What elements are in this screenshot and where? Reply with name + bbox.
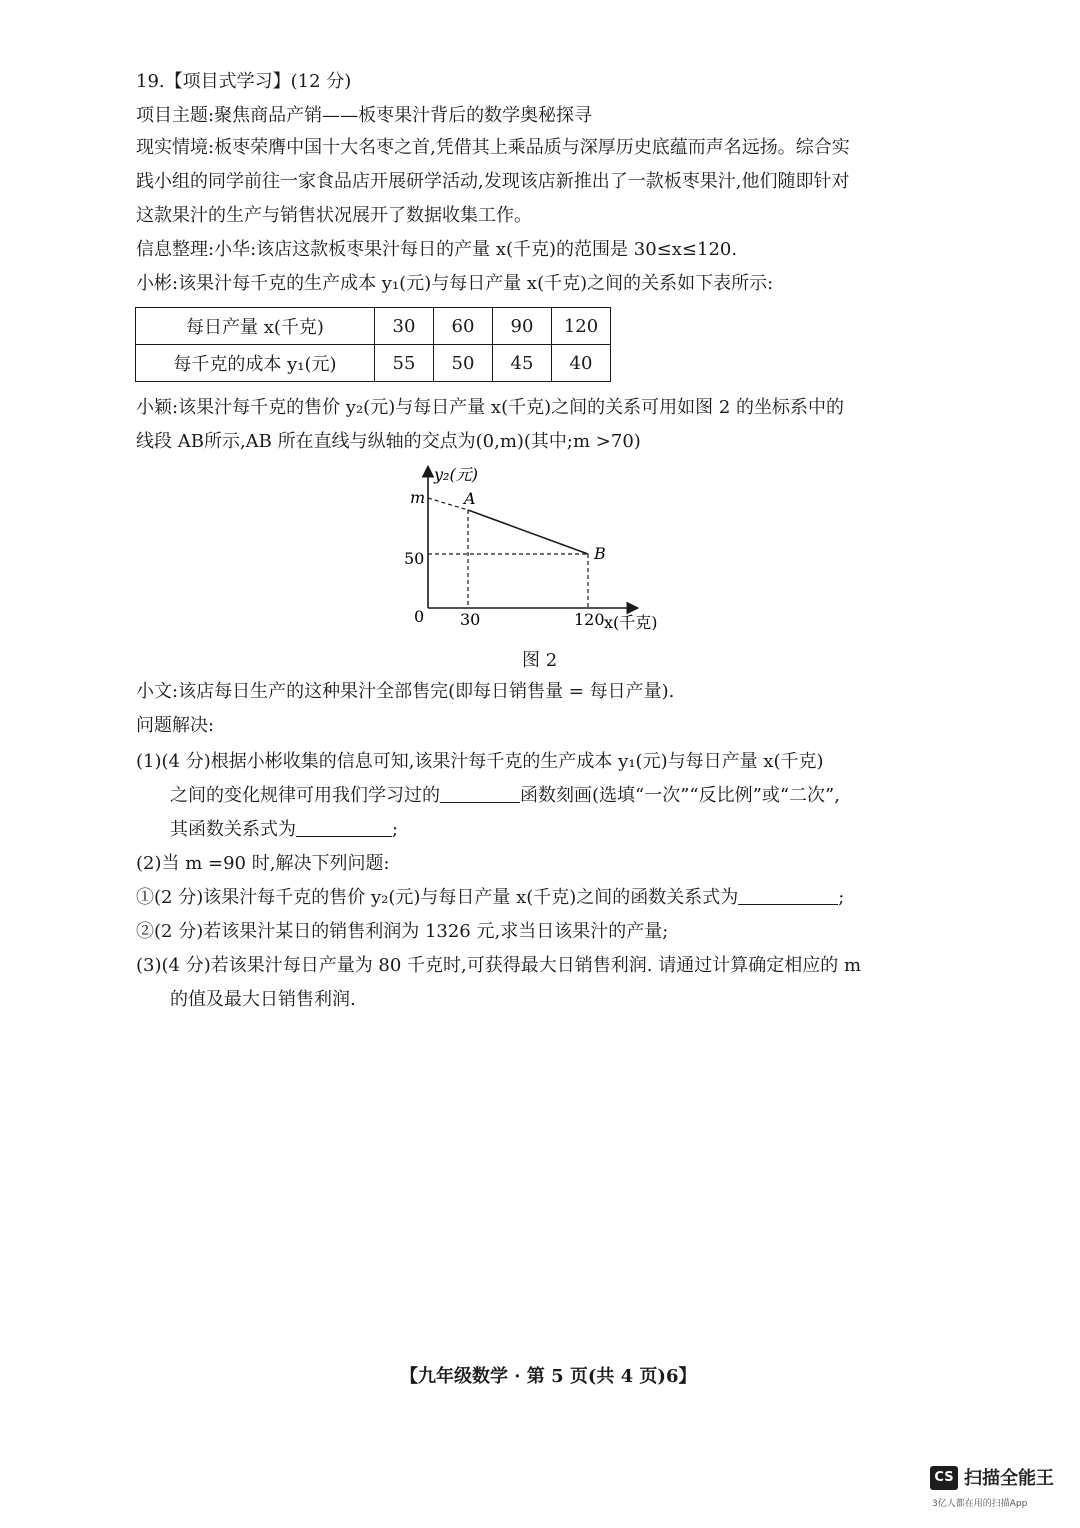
- table-row2-label: 每千克的成本 y₁(元): [136, 345, 375, 382]
- cost-table: [135, 307, 611, 382]
- figure-caption: 图 2: [522, 650, 558, 671]
- q1-text-d: ;: [392, 819, 399, 840]
- info-xiaoying-2: 线段 AB所示,AB 所在直线与纵轴的交点为(0,m)(其中;m >70): [136, 431, 641, 452]
- project-theme: 项目主题:聚焦商品产销——板枣果汁背后的数学奥秘探寻: [136, 105, 593, 126]
- q1-line-1: (1)(4 分)根据小彬收集的信息可知,该果汁每千克的生产成本 y₁(元)与每日产量 x(千克): [136, 751, 824, 772]
- point-a-label: A: [464, 489, 476, 508]
- q3-line-2: 的值及最大日销售利润.: [170, 989, 356, 1010]
- answer-blank-1[interactable]: [440, 784, 520, 803]
- label-origin: 0: [414, 607, 425, 626]
- x-axis-label: x(千克): [604, 613, 658, 632]
- q1-text-b: 函数刻画(选填“一次”“反比例”或“二次”,: [520, 785, 840, 806]
- answer-blank-3[interactable]: [738, 886, 838, 905]
- context-line-1: 现实情境:板枣荣膺中国十大名枣之首,凭借其上乘品质与深厚历史底蕴而声名远扬。综合实: [136, 137, 850, 158]
- table-cell: 50: [434, 345, 493, 382]
- info-xiaobin: 小彬:该果汁每千克的生产成本 y₁(元)与每日产量 x(千克)之间的关系如下表所示:: [136, 273, 774, 294]
- q2-1-text: ①(2 分)该果汁每千克的售价 y₂(元)与每日产量 x(千克)之间的函数关系式为: [136, 887, 739, 908]
- q1-line-3: [170, 818, 398, 842]
- watermark-tagline: 3亿人都在用的扫描App: [932, 1499, 1028, 1509]
- q2-1-line: [136, 886, 844, 910]
- context-line-2: 践小组的同学前往一家食品店开展研学活动,发现该店新推出了一款板枣果汁,他们随即针对: [136, 171, 850, 192]
- table-row1-label: 每日产量 x(千克): [136, 308, 375, 345]
- table-cell: 120: [552, 308, 611, 345]
- table-row: [136, 308, 611, 345]
- label-30: 30: [460, 610, 481, 629]
- label-120: 120: [574, 610, 605, 629]
- info-xiaoying-1: 小颖:该果汁每千克的售价 y₂(元)与每日产量 x(千克)之间的关系可用如图 2 的坐标系中的: [136, 397, 845, 418]
- info-xiaowen: 小文:该店每日生产的这种果汁全部售完(即每日销售量 = 每日产量).: [136, 681, 675, 702]
- q3-line-1: (3)(4 分)若该果汁每日产量为 80 千克时,可获得最大日销售利润. 请通过计算确定相应的 m: [136, 955, 862, 976]
- label-50: 50: [404, 549, 425, 568]
- figure-2-graph: [398, 458, 688, 638]
- table-cell: 90: [493, 308, 552, 345]
- table-cell: 45: [493, 345, 552, 382]
- table-row: [136, 345, 611, 382]
- solve-header: 问题解决:: [136, 715, 215, 736]
- watermark-name: 扫描全能王: [964, 1468, 1054, 1489]
- point-b-label: B: [594, 544, 606, 563]
- q1-text-a: 之间的变化规律可用我们学习过的: [170, 785, 440, 806]
- table-cell: 40: [552, 345, 611, 382]
- table-cell: 60: [434, 308, 493, 345]
- q2-2-line: ②(2 分)若该果汁某日的销售利润为 1326 元,求当日该果汁的产量;: [136, 921, 669, 942]
- table-cell: 30: [375, 308, 434, 345]
- table-cell: 55: [375, 345, 434, 382]
- cs-logo-icon: CS: [930, 1466, 958, 1490]
- context-line-3: 这款果汁的生产与销售状况展开了数据收集工作。: [136, 205, 532, 226]
- info-xiaohua: 信息整理:小华:该店这款板枣果汁每日的产量 x(千克)的范围是 30≤x≤120.: [136, 239, 738, 260]
- q1-text-c: 其函数关系式为: [170, 819, 296, 840]
- extension-dashed: [428, 498, 468, 510]
- y-axis-label: y₂(元): [434, 465, 478, 484]
- question-header: 19.【项目式学习】(12 分): [136, 71, 352, 92]
- segment-ab: [468, 510, 588, 554]
- label-m: m: [410, 488, 426, 507]
- q1-line-2: [170, 784, 840, 808]
- page-footer: 【九年级数学 · 第 5 页(共 4 页)6】: [400, 1366, 697, 1387]
- q2-1-end: ;: [838, 887, 845, 908]
- q2-line: (2)当 m =90 时,解决下列问题:: [136, 853, 390, 874]
- answer-blank-2[interactable]: [296, 818, 392, 837]
